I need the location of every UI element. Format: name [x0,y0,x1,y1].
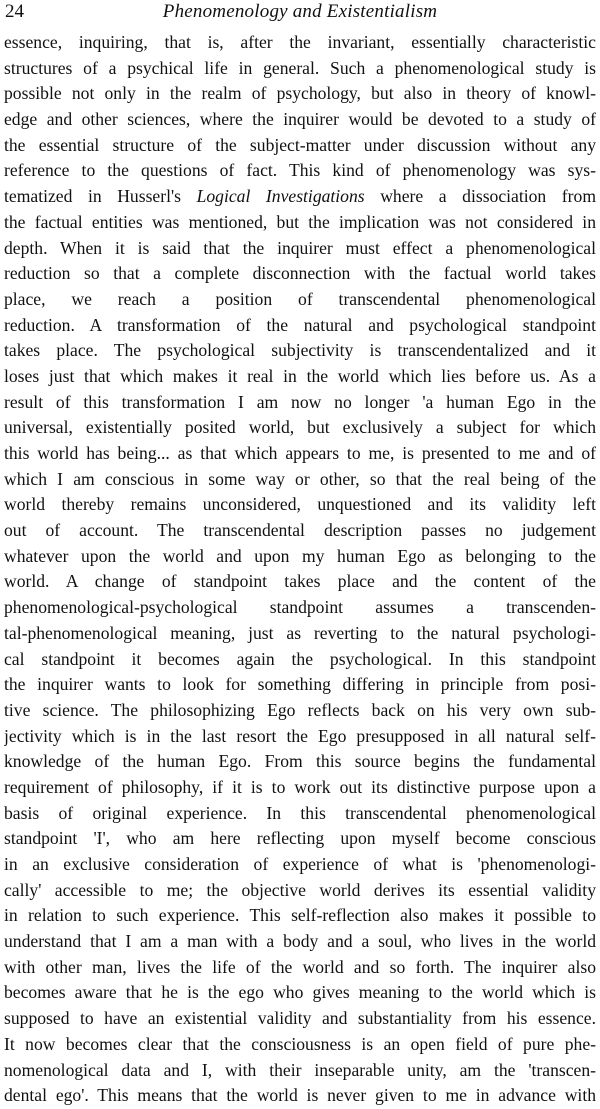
text-line: loses just that which makes it real in the world which lies before us. As a [4,365,596,386]
text-line: reduction so that a complete disconnection with the factual world takes [4,263,596,284]
text-line: the factual entities was mentioned, but the implication was not considered in [4,211,596,232]
text-line: world thereby remains unconsidered, unquestioned and its validity left [4,494,596,515]
text-line: out of account. The transcendental description passes no judgement [4,520,596,541]
text-line: cally' accessible to me; the objective world derives its essential validity [4,879,596,900]
text-line: knowledge of the human Ego. From this source begins the fundamental [4,751,596,772]
text-line: place, we reach a position of transcendental phenomenological [4,288,596,309]
text-line: cal standpoint it becomes again the psychological. In this standpoint [4,648,596,669]
text-line: structures of a psychical life in general. Such a phenomenological study is [4,57,596,78]
text-line: essence, inquiring, that is, after the invariant, essentially characteristic [4,32,596,52]
text-line: supposed to have an existential validity and substantiality from his essence. [4,1008,596,1029]
body-text [4,30,596,1109]
text-line: understand that I am a man with a body and a soul, who lives in the world [4,931,596,952]
text-line: becomes aware that he is the ego who gives meaning to the world which is [4,982,596,1003]
text-line-with-italic-title [4,184,596,210]
text-segment: where a dissociation from [364,186,596,207]
text-line: dental ego'. This means that the world is never given to me in advance with [4,1085,596,1106]
text-line: tive science. The philosophizing Ego reflects back on his very own sub- [4,699,596,720]
text-line: in relation to such experience. This self-reflection also makes it possible to [4,905,596,926]
text-line: in an exclusive consideration of experience of what is 'phenomenologi- [4,854,596,874]
page-header [5,0,595,28]
text-line: reference to the questions of fact. This kind of phenomenology was sys- [4,160,596,181]
text-line: standpoint 'I', who am here reflecting upon myself become conscious [4,828,596,849]
text-line: tal-phenomenological meaning, just as reverting to the natural psychologi- [4,622,596,643]
text-line: requirement of philosophy, if it is to work out its distinctive purpose upon a [4,776,596,797]
book-title-italic: Logical Investigations [196,186,365,207]
text-line: result of this transformation I am now no longer 'a human Ego in the [4,391,596,412]
text-line: this world has being... as that which appears to me, is presented to me and of [4,443,596,463]
text-line: possible not only in the realm of psychology, but also in theory of knowl- [4,83,596,104]
running-title: Phenomenology and Existentialism [162,1,438,22]
text-line: It now becomes clear that the consciousness is an open field of pure phe- [4,1033,596,1054]
text-line: basis of original experience. In this transcendental phenomenological [4,802,596,823]
text-line: world. A change of standpoint takes place and the content of the [4,571,596,592]
text-line: takes place. The psychological subjectivity is transcendentalized and it [4,340,596,361]
text-line: phenomenological-psychological standpoint assumes a transcenden- [4,597,596,618]
text-line: universal, existentially posited world, but exclusively a subject for which [4,417,596,438]
text-line: whatever upon the world and upon my human Ego as belonging to the [4,545,596,566]
text-line: nomenological data and I, with their inseparable unity, am the 'transcen- [4,1059,596,1080]
text-line: edge and other sciences, where the inquirer would be devoted to a study of [4,109,596,130]
text-line: with other man, lives the life of the world and so forth. The inquirer also [4,956,596,977]
page-number: 24 [5,1,24,22]
text-segment: tematized in Husserl's [4,186,197,207]
text-line: the essential structure of the subject-matter under discussion without any [4,134,596,155]
text-line: reduction. A transformation of the natural and psychological standpoint [4,314,596,335]
text-line: which I am conscious in some way or other, so that the real being of the [4,468,596,489]
text-line: the inquirer wants to look for something differing in principle from posi- [4,674,596,695]
text-line: jectivity which is in the last resort the Ego presupposed in all natural self- [4,725,596,746]
text-line: depth. When it is said that the inquirer must effect a phenomenological [4,237,596,258]
